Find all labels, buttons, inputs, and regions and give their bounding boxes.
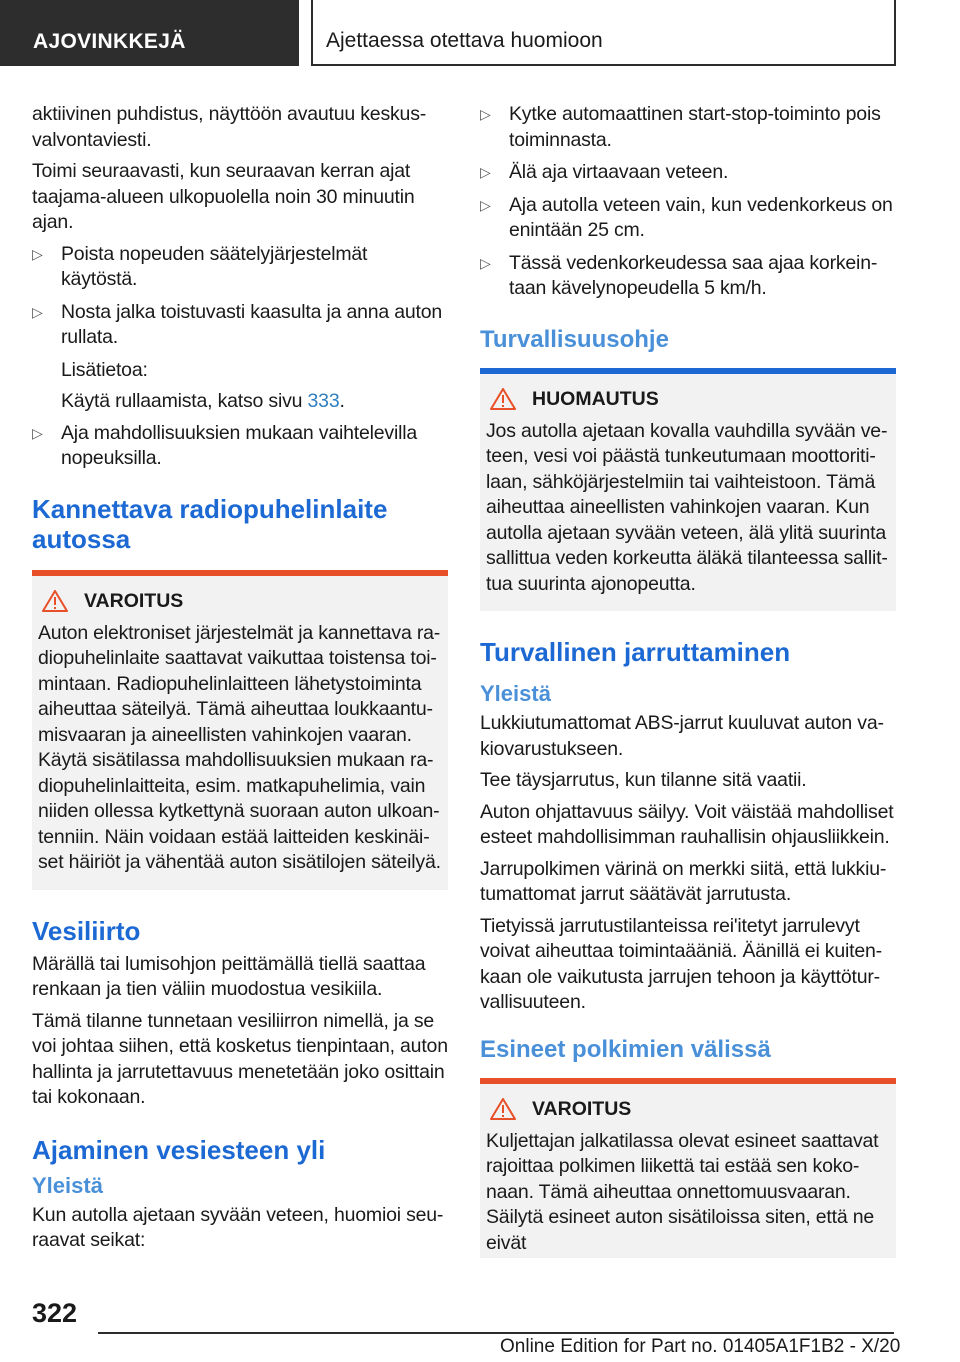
subheading: Yleistä [480,681,551,706]
notice-text: Jos autolla ajetaan kovalla vauhdilla syvään veteen, vesi voi päästä tunkeutumaan moottoritilaan, sähköjärjestelmiin tai vaihteistoon. Tämä aiheuttaa aineellisten vahinkojen vaaran. Kun autolla ajetaan syvään veteen, älä ylitä suurinta sallittua veden korkeutta äläkä tilanteessa sallittua suurinta ajonopeutta. [486,419,888,595]
section-heading: Turvallinen jarruttaminen [480,637,791,667]
list-item-text: Aja mahdollisuuksien mukaan vaihtelevilla nopeuksilla. [61,421,417,469]
edition-text: Online Edition for Part no. 01405A1F1B2 - X/20 [500,1336,901,1357]
paragraph: Tee täysjarrutus, kun tilanne sitä vaatii. [480,769,807,791]
paragraph: Auton ohjattavuus säilyy. Voit väistää mahdolliset esteet mahdollisimman rauhallisin ohjausliikkein. [480,800,894,848]
page-header [0,0,960,66]
left-column [32,102,448,1260]
section-heading: Esineet polkimien välissä [480,1035,771,1063]
warning-text: Auton elektroniset järjestelmät ja kannettava radiopuhelinlaite saattavat vaikuttaa toistensa toimintaan. Radiopuhelinlaitteen lähetystoiminta aiheuttaa säteilyä. Tämä aiheuttaa loukkaantumisvaaran ja aineellisten vahinkojen vaaran. Käytä sisätilassa mahdollisuuksien mukaan radiopuhelinlaitteita, esim. matkapuhelimia, vain niiden ollessa kytkettynä suoraan auton ulkoantenniin. Näin voidaan estää laitteiden keskinäiset häiriöt ja vähentää auton sisätilojen säteilyä. [38,621,441,873]
notice-title-row [486,388,890,411]
notice-box [480,368,896,612]
section-heading: Ajaminen vesiesteen yli [32,1134,326,1165]
list-item-text: Poista nopeuden säätelyjärjestelmät käytöstä. [61,242,368,290]
notice-title: HUOMAUTUS [532,387,659,410]
footer-divider [98,1332,894,1334]
list-item-text: Kytke automaattinen start-stop-toiminto pois toiminnasta. [509,103,881,151]
list-item [32,300,448,351]
list-item-text: Nosta jalka toistuvasti kaasulta ja anna auton rullata. [61,300,443,348]
paragraph: Tämä tilanne tunnetaan vesiliirron nimellä, ja se voi johtaa siihen, että kosketus tienpintaan, auton hallinta ja jarrutettavuus menetetään joko osittain tai kokonaan. [32,1009,448,1108]
paragraph: Toimi seuraavasti, kun seuraavan kerran ajat taajama-alueen ulkopuolella noin 30 minuutin ajan. [32,160,415,233]
section-heading: Turvallisuusohje [480,325,669,353]
warning-triangle-icon [42,590,68,612]
list-item-text: Älä aja virtaavaan veteen. [509,161,729,183]
info-text [32,389,448,415]
list-item [32,242,448,293]
triangle-bullet-icon: ▷ [32,424,43,441]
warning-triangle-icon [490,1098,516,1120]
list-item [32,421,448,472]
warning-triangle-icon [490,388,516,410]
list-item [480,160,896,186]
list-item-text: Aja autolla veteen vain, kun vedenkorkeus on enintään 25 cm. [509,193,893,241]
paragraph: Kun autolla ajetaan syvään veteen, huomioi seuraavat seikat: [32,1203,444,1251]
section-tab: AJOVINKKEJÄ [0,0,299,66]
section-heading: Vesiliirto [32,915,141,946]
warning-box [480,1078,896,1259]
page-number: 322 [32,1298,78,1328]
info-text-body: Käytä rullaamista, katso sivu [61,390,308,412]
list-item [480,251,896,302]
page-link[interactable]: 333 [307,390,340,412]
warning-text: Kuljettajan jalkatilassa olevat esineet saattavat rajoittaa polkimen liikettä tai estää sen kokonaan. Tämä aiheuttaa onnettomuusvaaran. Säilytä esineet auton sisätiloissa siten, että ne eivät [486,1129,879,1254]
subheading: Yleistä [32,1172,103,1198]
paragraph: Tietyissä jarrutustilanteissa rei'itetyt jarrulevyt voivat aiheuttaa toimintaääniä. Äänillä ei kuitenkaan ole vaikutusta jarrujen tehoon ja käyttöturvallisuuteen. [480,914,883,1013]
triangle-bullet-icon: ▷ [32,245,43,262]
triangle-bullet-icon: ▷ [480,254,491,271]
warning-title: VAROITUS [532,1097,632,1120]
triangle-bullet-icon: ▷ [480,106,491,122]
section-heading: Kannettava radiopuhelinlaite autossa [32,493,388,554]
paragraph: Jarrupolkimen värinä on merkki siitä, että lukkiutumattomat jarrut säätävät jarrutusta. [480,857,887,905]
chapter-title: Ajettaessa otettava huomioon [311,0,896,66]
warning-title: VAROITUS [84,589,184,612]
info-text-end: . [339,390,345,412]
triangle-bullet-icon: ▷ [32,303,43,320]
warning-title-row [38,590,442,613]
list-item [480,102,896,153]
info-label: Lisätietoa: [61,358,148,381]
triangle-bullet-icon: ▷ [480,164,491,180]
paragraph: Märällä tai lumisohjon peittämällä tiellä saattaa renkaan ja tien väliin muodostua vesikiila. [32,952,426,1000]
warning-title-row [486,1098,890,1121]
warning-box [32,570,448,890]
triangle-bullet-icon: ▷ [480,196,491,213]
list-item [480,193,896,244]
list-item-text: Tässä vedenkorkeudessa saa ajaa korkeintaan kävelynopeudella 5 km/h. [509,251,878,299]
paragraph: aktiivinen puhdistus, näyttöön avautuu keskusvalvontaviesti. [32,103,427,151]
right-column [480,102,896,1272]
paragraph: Lukkiutumattomat ABS-jarrut kuuluvat auton vakiovarustukseen. [480,712,884,760]
